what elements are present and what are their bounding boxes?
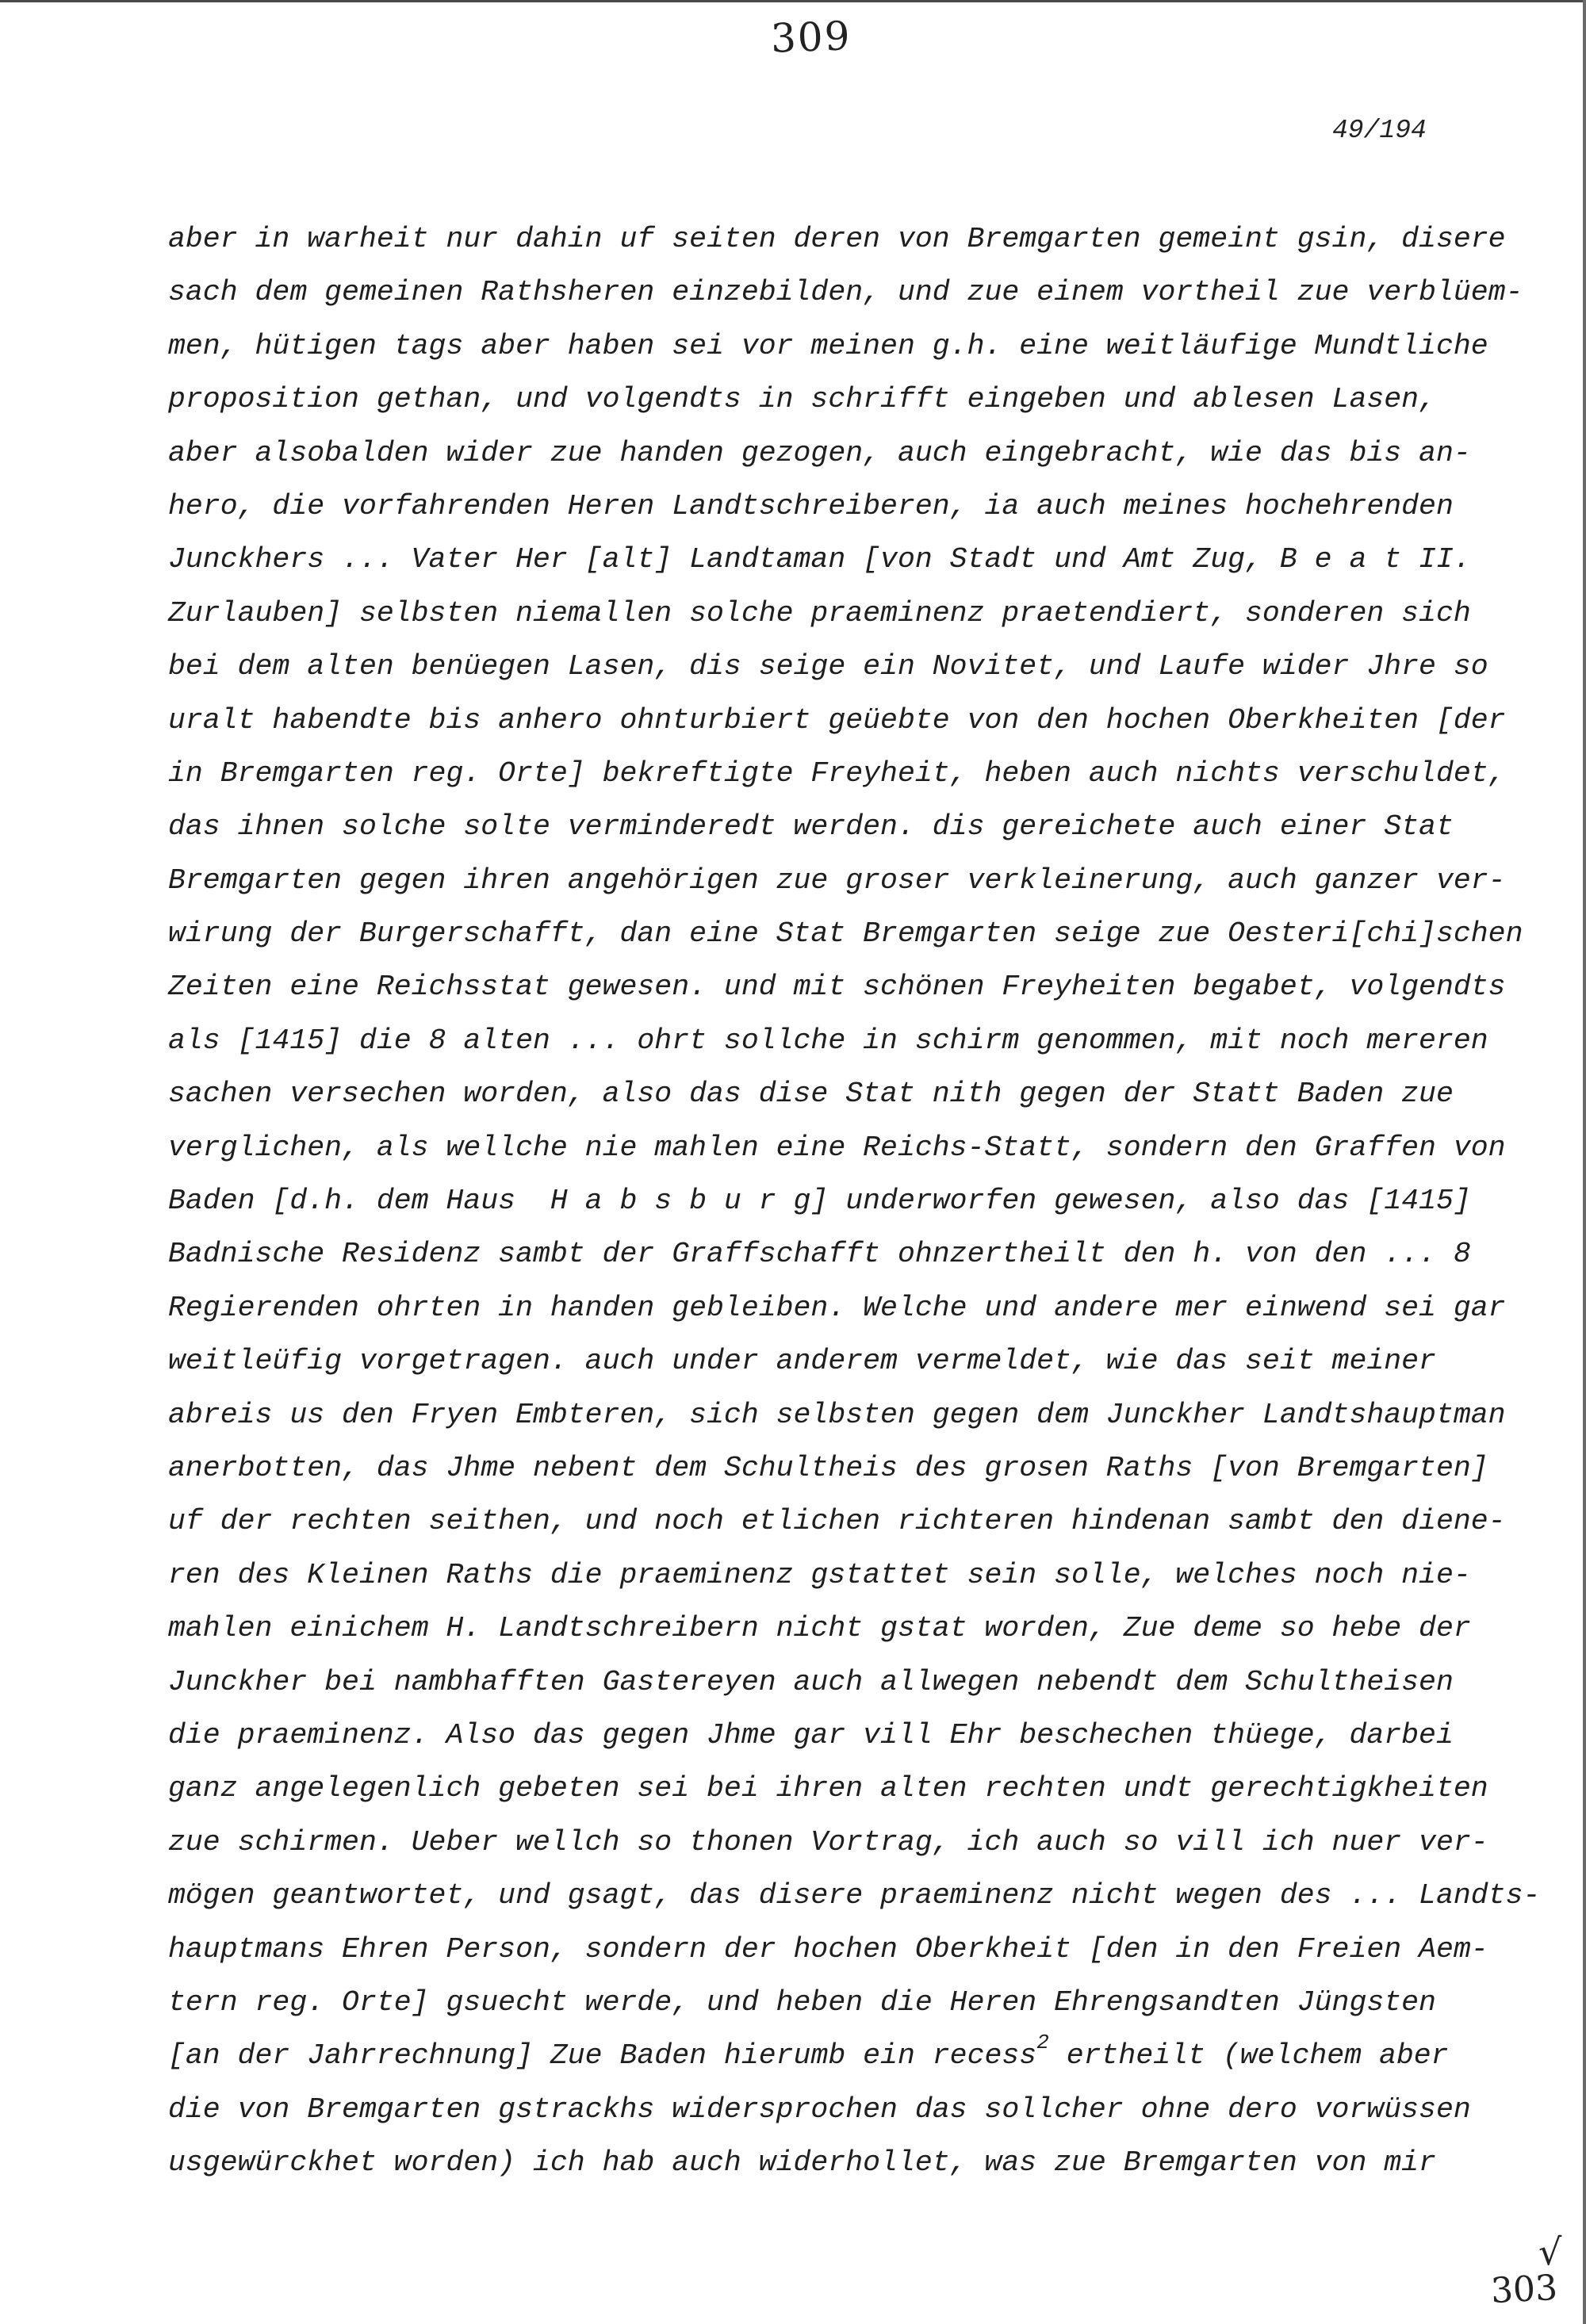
text-line: proposition gethan, und volgendts in schrifft eingeben und ablesen Lasen, [168, 383, 1436, 416]
text-line: wirung der Burgerschafft, dan eine Stat Bremgarten seige zue Oesteri[chi]schen [168, 917, 1523, 951]
text-line: Junckher bei nambhafften Gastereyen auch allwegen nebendt dem Schultheisen [168, 1665, 1454, 1698]
text-line: uf der rechten seithen, und noch etlichen richteren hindenan sambt den diene- [168, 1505, 1506, 1538]
text-line: verglichen, als wellche nie mahlen eine Reichs-Statt, sondern den Graffen von [168, 1131, 1506, 1164]
text-line: zue schirmen. Ueber wellch so thonen Vortrag, ich auch so vill ich nuer ver- [168, 1825, 1488, 1859]
text-line: Zurlauben] selbsten niemallen solche praeminenz praetendiert, sonderen sich [168, 596, 1471, 630]
text-line: usgewürckhet worden) ich hab auch widerhollet, was zue Bremgarten von mir [168, 2146, 1436, 2180]
text-line: mahlen einichem H. Landtschreibern nicht gstat worden, Zue deme so hebe der [168, 1612, 1471, 1645]
text-line: Junckhers ... Vater Her [alt] Landtaman [von Stadt und Amt Zug, B e a t II. [168, 543, 1471, 576]
text-line: Zeiten eine Reichsstat gewesen. und mit schönen Freyheiten begabet, volgendts [168, 971, 1506, 1004]
text-line: mögen geantwortet, und gsagt, das disere praeminenz nicht wegen des ... Landts- [168, 1879, 1541, 1912]
text-line: men, hütigen tags aber haben sei vor meinen g.h. eine weitläufige Mundtliche [168, 329, 1488, 362]
text-line: ren des Kleinen Raths die praeminenz gstattet sein solle, welches noch nie- [168, 1558, 1471, 1591]
text-line: die praeminenz. Also das gegen Jhme gar vill Ehr beschechen thüege, darbei [168, 1718, 1454, 1752]
text-line: uralt habendte bis anhero ohnturbiert geüebte von den hochen Oberkheiten [der [168, 703, 1506, 737]
text-line: aber in warheit nur dahin uf seiten deren von Bremgarten gemeint gsin, disere [168, 223, 1506, 255]
text-line: abreis us den Fryen Embteren, sich selbsten gegen dem Junckher Landtshauptman [168, 1398, 1506, 1431]
text-line: anerbotten, das Jhme nebent dem Schultheis des grosen Raths [von Bremgarten] [168, 1451, 1488, 1484]
text-line: sach dem gemeinen Rathsheren einzebilden, und zue einem vortheil zue verblüem- [168, 276, 1523, 309]
text-line: als [1415] die 8 alten ... ohrt sollche in schirm genommen, mit noch mereren [168, 1024, 1488, 1057]
typed-page-number: 49/194 [1332, 116, 1427, 145]
footnote-marker: 2 [1036, 2031, 1049, 2055]
text-segment: ertheilt (welchem aber [1048, 2039, 1449, 2073]
handwritten-page-number: 309 [770, 13, 852, 62]
text-line: hero, die vorfahrenden Heren Landtschreiberen, ia auch meines hochehrenden [168, 489, 1454, 523]
text-line: in Bremgarten reg. Orte] bekreftigte Freyheit, heben auch nichts verschuldet, [168, 756, 1506, 790]
text-line: das ihnen solche solte verminderedt werden. dis gereichete auch einer Stat [168, 810, 1454, 844]
text-line: tern reg. Orte] gsuecht werde, und heben die Heren Ehrengsandten Jüngsten [168, 1985, 1436, 2019]
page-top-edge [0, 0, 1586, 2]
check-mark-icon: √ [1538, 2230, 1562, 2273]
text-line: Regierenden ohrten in handen gebleiben. Welche und andere mer einwend sei gar [168, 1291, 1506, 1324]
text-line: Badnische Residenz sambt der Graffschafft ohnzertheilt den h. von den ... 8 [168, 1238, 1471, 1271]
page-right-edge [1583, 0, 1586, 2324]
text-line: aber alsobalden wider zue handen gezogen, auch eingebracht, wie das bis an- [168, 436, 1471, 469]
text-line: die von Bremgarten gstrackhs widersprochen das sollcher ohne dero vorwüssen [168, 2092, 1471, 2126]
text-line: Bremgarten gegen ihren angehörigen zue groser verkleinerung, auch ganzer ver- [168, 863, 1506, 897]
archive-number: 303 [1489, 2267, 1559, 2312]
body-text [168, 212, 1580, 2189]
text-segment: [an der Jahrrechnung] Zue Baden hierumb ein recess [168, 2039, 1037, 2073]
text-line: ganz angelegenlich gebeten sei bei ihren alten rechten undt gerechtigkheiten [168, 1772, 1488, 1805]
text-line: weitleüfig vorgetragen. auch under anderem vermeldet, wie das seit meiner [168, 1345, 1436, 1378]
text-line-with-footnote [168, 2029, 1580, 2082]
text-line: Baden [d.h. dem Haus H a b s b u r g] underworfen gewesen, also das [1415] [168, 1185, 1471, 1218]
text-line: bei dem alten benüegen Lasen, dis seige ein Novitet, und Laufe wider Jhre so [168, 650, 1488, 683]
text-line: hauptmans Ehren Person, sondern der hochen Oberkheit [den in den Freien Aem- [168, 1932, 1488, 1966]
text-line: sachen versechen worden, also das dise Stat nith gegen der Statt Baden zue [168, 1078, 1454, 1111]
